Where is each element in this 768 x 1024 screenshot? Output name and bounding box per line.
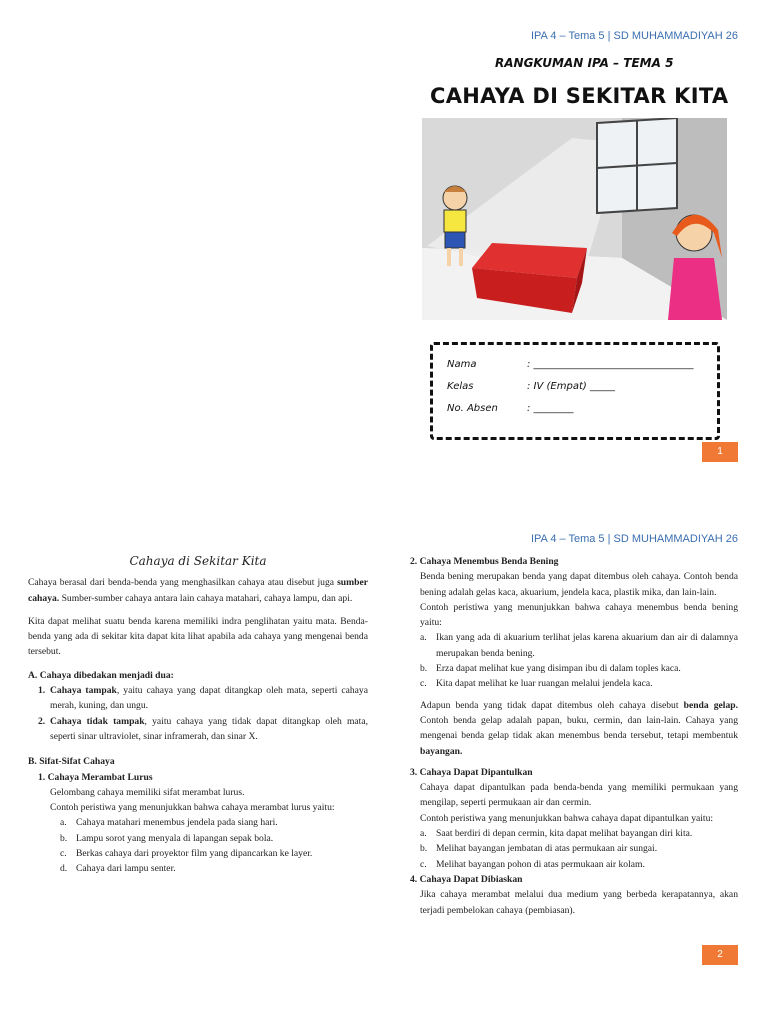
- subsection-heading: 2. Cahaya Menembus Benda Bening: [410, 556, 559, 567]
- section-a-heading: A. Cahaya dibedakan menjadi dua:: [28, 669, 174, 681]
- paragraph: Gelombang cahaya memiliki sifat merambat lurus.: [50, 786, 245, 798]
- nama-field[interactable]: : ________________________________: [527, 359, 694, 370]
- list-item: d. Cahaya dari lampu senter.: [60, 863, 176, 875]
- paragraph-benda-gelap: Adapun benda yang tidak dapat ditembus oleh cahaya disebut benda gelap. Contoh benda gelap adalah papan, buku, cermin, dan lain-lain. Cahaya yang mengenai benda gelap tidak akan menembus benda tersebut, tetapi membentuk bayangan.: [420, 699, 738, 757]
- list-item: a. Cahaya matahari menembus jendela pada siang hari.: [60, 817, 278, 829]
- page2-header: IPA 4 – Tema 5 | SD MUHAMMADIYAH 26: [530, 533, 738, 545]
- paragraph: Jika cahaya merambat melalui dua medium yang berbeda kerapatannya, akan terjadi pembelokan cahaya (pembiasan).: [420, 889, 738, 916]
- list-item: b. Erza dapat melihat kue yang disimpan ibu di dalam toples kaca.: [420, 663, 681, 675]
- paragraph-intro: Cahaya berasal dari benda-benda yang menghasilkan cahaya atau disebut juga sumber cahaya. Sumber-sumber cahaya antara lain cahaya matahari, cahaya lampu, dan api.: [28, 577, 368, 604]
- list-item: c. Melihat bayangan pohon di atas permukaan air kolam.: [420, 858, 645, 870]
- page1-header: IPA 4 – Tema 5 | SD MUHAMMADIYAH 26: [530, 30, 738, 42]
- list-item: 1. Cahaya tampak, yaitu cahaya yang dapat ditangkap oleh mata, seperti cahaya merah, kuning, dan ungu.: [38, 685, 368, 712]
- page-number-1: 1: [702, 442, 738, 462]
- subsection-heading: 1. Cahaya Merambat Lurus: [38, 771, 153, 783]
- list-item: b. Melihat bayangan jembatan di atas permukaan air sungai.: [420, 843, 658, 855]
- subsection-heading: 3. Cahaya Dapat Dipantulkan: [410, 766, 533, 778]
- cover-illustration: [422, 118, 727, 320]
- window-icon: [597, 118, 677, 213]
- absen-field[interactable]: : ________: [527, 403, 574, 414]
- paragraph: Cahaya dapat dipantulkan pada benda-benda yang memiliki permukaan yang mengilap, seperti permukaan air dan cermin.: [420, 782, 738, 809]
- section-b-heading: B. Sifat-Sifat Cahaya: [28, 756, 115, 768]
- page2-left-column: [28, 554, 368, 877]
- paragraph: Benda bening merupakan benda yang dapat ditembus oleh cahaya. Contoh benda bening adalah gelas kaca, akuarium, jendela kaca, plastik mika, dan lain-lain.: [420, 571, 738, 598]
- page2-right-column: [410, 554, 738, 918]
- subsection-heading: 4. Cahaya Dapat Dibiaskan: [410, 873, 523, 885]
- list-item: b. Lampu sorot yang menyala di lapangan sepak bola.: [60, 832, 274, 844]
- paragraph: Contoh peristiwa yang menunjukkan bahwa cahaya merambat lurus yaitu:: [50, 802, 335, 814]
- list-item: c. Kita dapat melihat ke luar ruangan melalui jendela kaca.: [420, 678, 653, 690]
- list-item: c. Berkas cahaya dari proyektor film yang dipancarkan ke layer.: [60, 848, 313, 860]
- page-number-2: 2: [702, 945, 738, 965]
- kelas-field[interactable]: : IV (Empat) _____: [527, 381, 615, 392]
- nama-label: Nama: [447, 359, 477, 370]
- student-id-box: [430, 342, 720, 440]
- paragraph: Contoh peristiwa yang menunjukkan bahwa cahaya dapat dipantulkan yaitu:: [420, 812, 714, 824]
- page2-title: Cahaya di Sekitar Kita: [129, 554, 267, 568]
- list-item: 2. Cahaya tidak tampak, yaitu cahaya yang tidak dapat ditangkap oleh mata, seperti sinar ultraviolet, sinar inframerah, dan sinar X.: [38, 715, 368, 742]
- paragraph: Contoh peristiwa yang menunjukkan bahwa cahaya menembus benda bening yaitu:: [420, 601, 738, 629]
- paragraph-vision: Kita dapat melihat suatu benda karena memiliki indra penglihatan yaitu mata. Benda-benda yang ada di sekitar kita dapat kita lihat apabila ada cahaya yang mengenai benda tersebut.: [28, 615, 368, 658]
- list-item: a. Ikan yang ada di akuarium terlihat jelas karena akuarium dan air di dalamnya merupakan benda bening.: [420, 632, 738, 659]
- list-item: a. Saat berdiri di depan cermin, kita dapat melihat bayangan diri kita.: [420, 828, 693, 840]
- absen-label: No. Absen: [447, 403, 498, 414]
- girl-icon: [668, 215, 722, 320]
- kelas-label: Kelas: [447, 381, 474, 392]
- cover-title: CAHAYA DI SEKITAR KITA: [430, 84, 729, 108]
- cover-subtitle: RANGKUMAN IPA – TEMA 5: [495, 56, 674, 70]
